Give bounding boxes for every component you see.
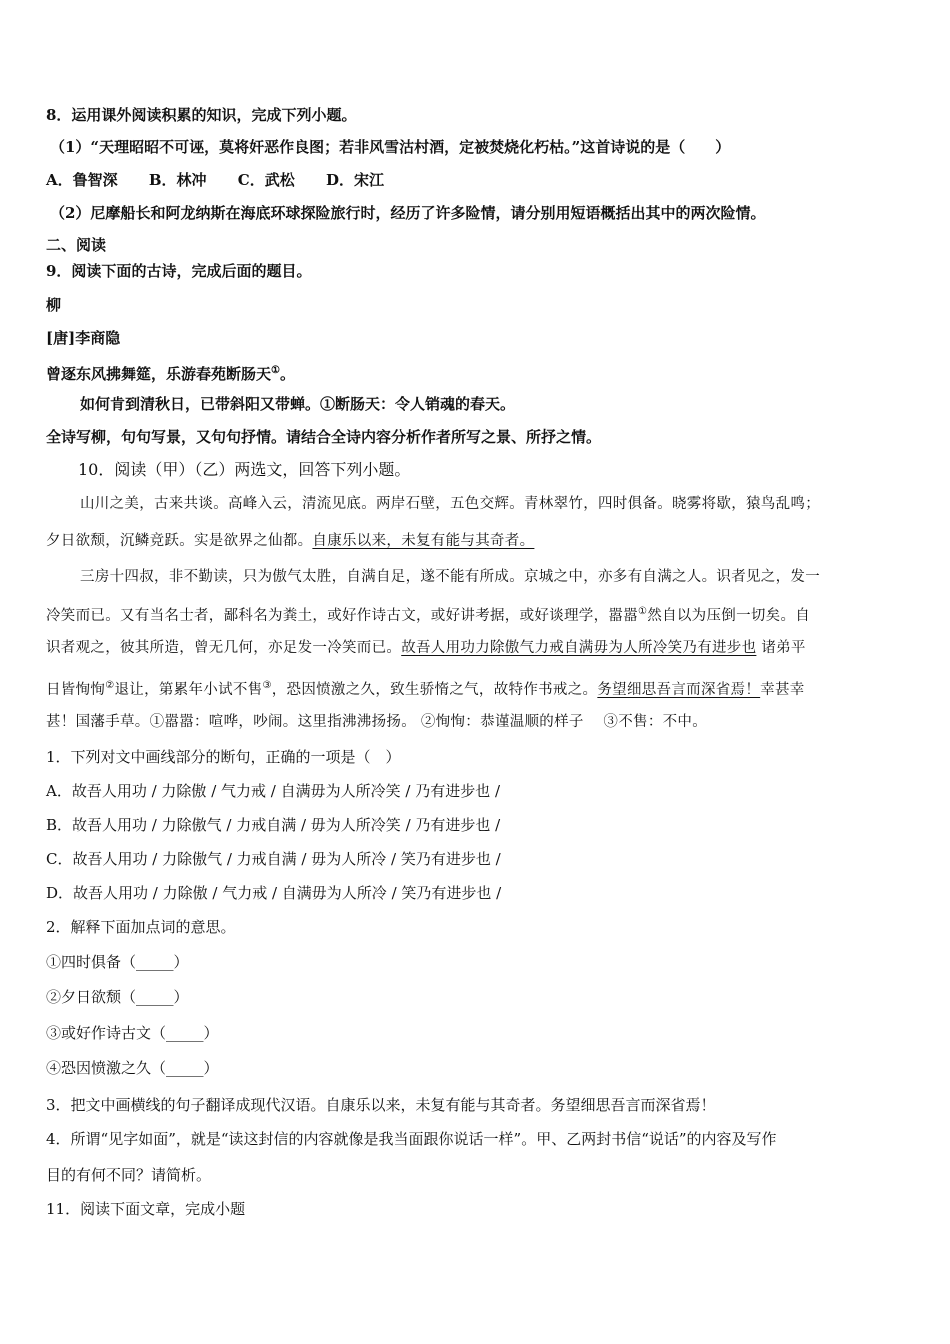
sq1-option-a: A．故吾人用功 / 力除傲 / 气力戒 / 自满毋为人所冷笑 / 乃有进步也 /	[46, 782, 501, 800]
sq2-item-2: ②夕日欲颓（_____）	[46, 988, 189, 1006]
q8-sub1: （1）“天理昭昭不可诬，莫将奸恶作良图；若非风雪沽村酒，定被焚烧化朽枯。”这首诗说的是（ ）	[50, 138, 731, 156]
sub-question-3: 3．把文中画横线的句子翻译成现代汉语。自康乐以来，未复有能与其奇者。务望细思吾言而深省焉！	[46, 1096, 716, 1114]
q8-option-a: A．鲁智深	[46, 171, 118, 189]
q8-title: 8．运用课外阅读积累的知识，完成下列小题。	[46, 106, 357, 124]
sq2-item-1: ①四时俱备（_____）	[46, 953, 189, 971]
q10-title: 10．阅读（甲）（乙）两选文，回答下列小题。	[78, 460, 411, 479]
q9-title: 9．阅读下面的古诗，完成后面的题目。	[46, 262, 312, 280]
poem-title: 柳	[46, 296, 62, 314]
footnote-mark: ①	[271, 365, 280, 376]
jia-line-2: 夕日欲颓，沉鳞竞跃。实是欲界之仙都。自康乐以来，未复有能与其奇者。	[46, 533, 535, 549]
jia-line-1: 山川之美，古来共谈。高峰入云，清流见底。两岸石壁，五色交辉。青林翠竹，四时俱备。晓雾将歇，猿鸟乱鸣；	[80, 496, 820, 512]
q8-sub2: （2）尼摩船长和阿龙纳斯在海底环球探险旅行时，经历了许多险情，请分别用短语概括出其中的两次险情。	[50, 204, 766, 222]
sub-question-2: 2．解释下面加点词的意思。	[46, 918, 236, 936]
underlined-passage: 故吾人用功力除傲气力戒自满毋为人所冷笑乃有进步也	[401, 640, 757, 656]
sq1-option-b: B．故吾人用功 / 力除傲气 / 力戒自满 / 毋为人所冷笑 / 乃有进步也 /	[46, 816, 501, 834]
q8-option-c: C．武松	[237, 171, 295, 189]
yi-line-3: 识者观之，彼其所造，曾无几何，亦足发一冷笑而已。故吾人用功力除傲气力戒自满毋为人所冷笑乃有进步也 诸弟平	[46, 640, 806, 656]
section-heading: 二、阅读	[46, 236, 107, 254]
sq2-item-4: ④恐因愤激之久（_____）	[46, 1059, 219, 1077]
q11-title: 11．阅读下面文章，完成小题	[46, 1200, 246, 1218]
q8-options	[46, 169, 910, 191]
yi-line-1: 三房十四叔，非不勤读，只为傲气太胜，自满自足，遂不能有所成。京城之中，亦多有自满之人。识者见之，发一	[80, 569, 820, 585]
poem-line-1: 曾逐东风拂舞筵，乐游春苑断肠天①。	[46, 365, 295, 383]
yi-line-4: 日皆恂恂②退让，第累年小试不售③，恐因愤激之久，致生骄惰之气，故特作书戒之。务望细思吾言而深省焉！幸甚幸	[46, 680, 805, 698]
yi-line-5: 甚！国藩手草。①嚣嚣：喧哗，吵闹。这里指沸沸扬扬。 ②恂恂：恭谨温顺的样子 ③不售：不中。	[46, 714, 708, 730]
sq2-item-3: ③或好作诗古文（_____）	[46, 1024, 219, 1042]
poem-author: [唐]李商隐	[46, 329, 121, 347]
yi-line-2: 冷笑而已。又有当名士者，鄙科名为粪土，或好作诗古文，或好讲考据，或好谈理学，嚣嚣①然自以为压倒一切矣。自	[46, 606, 811, 624]
q9-question: 全诗写柳，句句写景，又句句抒情。请结合全诗内容分析作者所写之景、所抒之情。	[46, 428, 602, 446]
q8-option-d: D．宋江	[325, 171, 384, 189]
underlined-sentence-1: 自康乐以来，未复有能与其奇者。	[312, 533, 535, 549]
sub-question-4-line-1: 4．所谓“见字如面”，就是“读这封信的内容就像是我当面跟你说话一样”。甲、乙两封书信“说话”的内容及写作	[46, 1130, 777, 1148]
sub-question-1: 1．下列对文中画线部分的断句，正确的一项是（ ）	[46, 748, 401, 766]
poem-line-2: 如何肯到清秋日，已带斜阳又带蝉。①断肠天：令人销魂的春天。	[80, 395, 516, 413]
sub-question-4-line-2: 目的有何不同？请简析。	[46, 1166, 212, 1184]
sq1-option-c: C．故吾人用功 / 力除傲气 / 力戒自满 / 毋为人所冷 / 笑乃有进步也 /	[46, 850, 501, 868]
underlined-sentence-2: 务望细思吾言而深省焉！	[597, 682, 761, 698]
sq1-option-d: D．故吾人用功 / 力除傲 / 气力戒 / 自满毋为人所冷 / 笑乃有进步也 /	[46, 884, 502, 902]
q8-option-b: B．林冲	[148, 171, 207, 189]
